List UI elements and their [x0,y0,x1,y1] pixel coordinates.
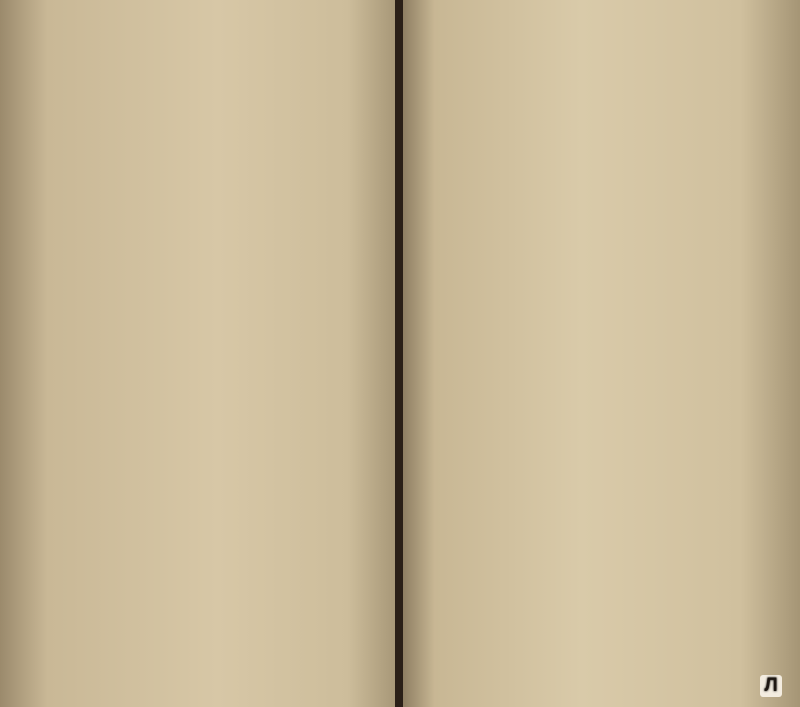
labirint-logo-icon: Л [760,675,782,697]
watermark [760,675,786,697]
book-gutter [395,0,403,707]
left-page [0,0,395,707]
right-page [403,0,800,707]
